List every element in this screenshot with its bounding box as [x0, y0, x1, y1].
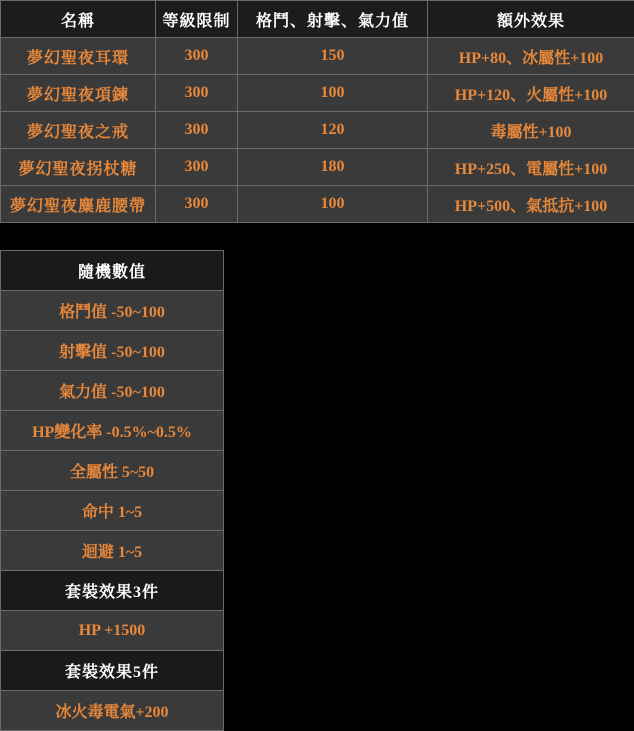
random-stat-accuracy: 命中 1~5 [1, 491, 224, 531]
cell-item-name: 夢幻聖夜拐杖糖 [1, 149, 156, 186]
list-item [1, 411, 224, 451]
cell-item-level: 300 [156, 38, 238, 75]
column-header-extra: 額外效果 [428, 1, 634, 38]
random-stats-table [0, 250, 224, 731]
table-row [1, 75, 634, 112]
set-bonus-5-title: 套裝效果5件 [1, 651, 224, 691]
list-item [1, 371, 224, 411]
set-bonus-3-effect: HP +1500 [1, 611, 224, 651]
list-item [1, 531, 224, 571]
column-header-name: 名稱 [1, 1, 156, 38]
list-item [1, 331, 224, 371]
random-table-body [1, 251, 224, 731]
set-bonus-3-title: 套裝效果3件 [1, 571, 224, 611]
table-header-row [1, 1, 634, 38]
cell-item-name: 夢幻聖夜之戒 [1, 112, 156, 149]
cell-item-level: 300 [156, 75, 238, 112]
cell-item-stats: 100 [238, 75, 428, 112]
random-stat-chi: 氣力值 -50~100 [1, 371, 224, 411]
cell-item-level: 300 [156, 112, 238, 149]
cell-item-extra: HP+120、火屬性+100 [428, 75, 634, 112]
cell-item-stats: 120 [238, 112, 428, 149]
cell-item-extra: HP+250、電屬性+100 [428, 149, 634, 186]
column-header-level: 等級限制 [156, 1, 238, 38]
cell-item-stats: 150 [238, 38, 428, 75]
random-stat-ranged: 射擊值 -50~100 [1, 331, 224, 371]
cell-item-extra: HP+80、冰屬性+100 [428, 38, 634, 75]
cell-item-stats: 100 [238, 186, 428, 223]
cell-item-name: 夢幻聖夜項鍊 [1, 75, 156, 112]
random-stat-hp-rate: HP變化率 -0.5%~0.5% [1, 411, 224, 451]
list-item [1, 291, 224, 331]
item-stats-table [0, 0, 634, 223]
column-header-stats: 格鬥、射擊、氣力值 [238, 1, 428, 38]
table-row [1, 38, 634, 75]
cell-item-level: 300 [156, 186, 238, 223]
random-stat-evasion: 迴避 1~5 [1, 531, 224, 571]
cell-item-stats: 180 [238, 149, 428, 186]
set5-effect-row [1, 691, 224, 731]
item-table-header [1, 1, 634, 38]
random-stats-title: 隨機數值 [1, 251, 224, 291]
cell-item-level: 300 [156, 149, 238, 186]
table-row [1, 149, 634, 186]
list-item [1, 451, 224, 491]
set3-title-row [1, 571, 224, 611]
table-row [1, 186, 634, 223]
random-stat-melee: 格鬥值 -50~100 [1, 291, 224, 331]
cell-item-name: 夢幻聖夜耳環 [1, 38, 156, 75]
random-stat-all-element: 全屬性 5~50 [1, 451, 224, 491]
cell-item-name: 夢幻聖夜麋鹿腰帶 [1, 186, 156, 223]
cell-item-extra: 毒屬性+100 [428, 112, 634, 149]
set5-title-row [1, 651, 224, 691]
list-item [1, 491, 224, 531]
random-table-title-row [1, 251, 224, 291]
set-bonus-5-effect: 冰火毒電氣+200 [1, 691, 224, 731]
table-row [1, 112, 634, 149]
set3-effect-row [1, 611, 224, 651]
cell-item-extra: HP+500、氣抵抗+100 [428, 186, 634, 223]
item-table-body [1, 38, 634, 223]
